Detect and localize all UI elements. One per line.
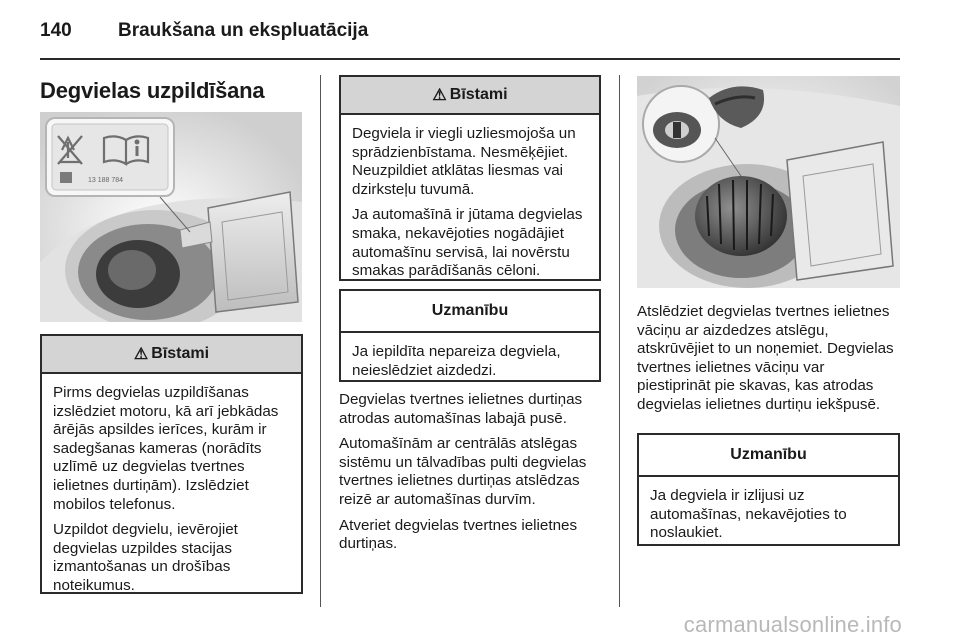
- fuel-flap-label-figure: [40, 112, 302, 322]
- fuel-flap-illustration: [40, 112, 302, 322]
- danger-paragraph: Uzpildot degvielu, ievērojiet degvielas uzpildes stacijas izmantošanas un drošības noteikumus.: [53, 521, 238, 594]
- danger-title: Bīstami: [151, 345, 210, 362]
- label-code: 13 188 784: [88, 177, 124, 184]
- danger-body: [341, 115, 599, 289]
- body-paragraph: Atveriet degvielas tvertnes ielietnes durtiņas.: [339, 516, 578, 553]
- note-body: [639, 477, 898, 551]
- watermark-text: carmanualsonline.info: [683, 612, 902, 637]
- note-paragraph: Ja degviela ir izlijusi uz automašīnas, nekavējoties to noslaukiet.: [650, 487, 847, 542]
- danger-body: [42, 374, 301, 604]
- body-paragraph: Degvielas tvertnes ielietnes durtiņas atrodas automašīnas labajā pusē.: [339, 391, 583, 427]
- danger-box-middle: [339, 75, 601, 281]
- note-box-right: [637, 433, 900, 546]
- header-divider: [40, 58, 900, 60]
- note-header: Uzmanību: [639, 435, 898, 477]
- note-header: Uzmanību: [341, 291, 599, 333]
- body-paragraph: Atslēdziet degvielas tvertnes ielietnes vāciņu ar aizdedzes atslēgu, atskrūvējiet to un noņemiet. Degvielas tvertnes ielietnes vāciņu var piestiprināt pie skavas, kas atrodas degvielas ielietnes durtiņu iekšpusē.: [637, 303, 894, 413]
- note-paragraph: Ja iepildīta nepareiza degviela, neieslēdziet aizdedzi.: [352, 343, 561, 379]
- note-body: [341, 333, 599, 388]
- danger-box-left: [40, 334, 303, 594]
- danger-header: [42, 336, 301, 374]
- chapter-title: Braukšana un ekspluatācija: [118, 20, 369, 41]
- warning-icon: ⚠: [432, 87, 447, 104]
- danger-title: Bīstami: [449, 86, 508, 103]
- danger-paragraph: Ja automašīnā ir jūtama degvielas smaka, nekavējoties nogādājiet automašīnu servisā, lai novērstu smakas parādīšanās cēloni.: [352, 206, 583, 280]
- column-divider-left: [320, 75, 321, 607]
- fuel-cap-figure: [637, 76, 900, 288]
- warning-icon: ⚠: [133, 346, 149, 363]
- body-text-middle: [339, 391, 601, 561]
- fuel-cap-illustration: [637, 76, 900, 288]
- danger-header: [341, 77, 599, 115]
- danger-paragraph: Degviela ir viegli uzliesmojoša un sprādzienbīstama. Nesmēķējiet. Neuzpildiet atklātas liesmas vai dzirksteļu tuvumā.: [352, 125, 576, 198]
- page-number: 140: [40, 20, 72, 41]
- danger-paragraph: Pirms degvielas uzpildīšanas izslēdziet motoru, kā arī jebkādas ārējās apsildes ierīces, kurām ir sadegšanas kameras (norādīts uzlīmē uz degvielas tvertnes ielietnes durtiņām). Izslēdziet mobilos telefonus.: [53, 384, 279, 513]
- column-divider-right: [619, 75, 620, 607]
- note-box-middle: [339, 289, 601, 382]
- body-text-right: [637, 303, 902, 422]
- body-paragraph: Automašīnām ar centrālās atslēgas sistēmu un tālvadības pulti degvielas tvertnes ielietnes durtiņas atslēdzas reizē ar automašīnas durvīm.: [339, 435, 587, 508]
- section-title: Degvielas uzpildīšana: [40, 78, 265, 103]
